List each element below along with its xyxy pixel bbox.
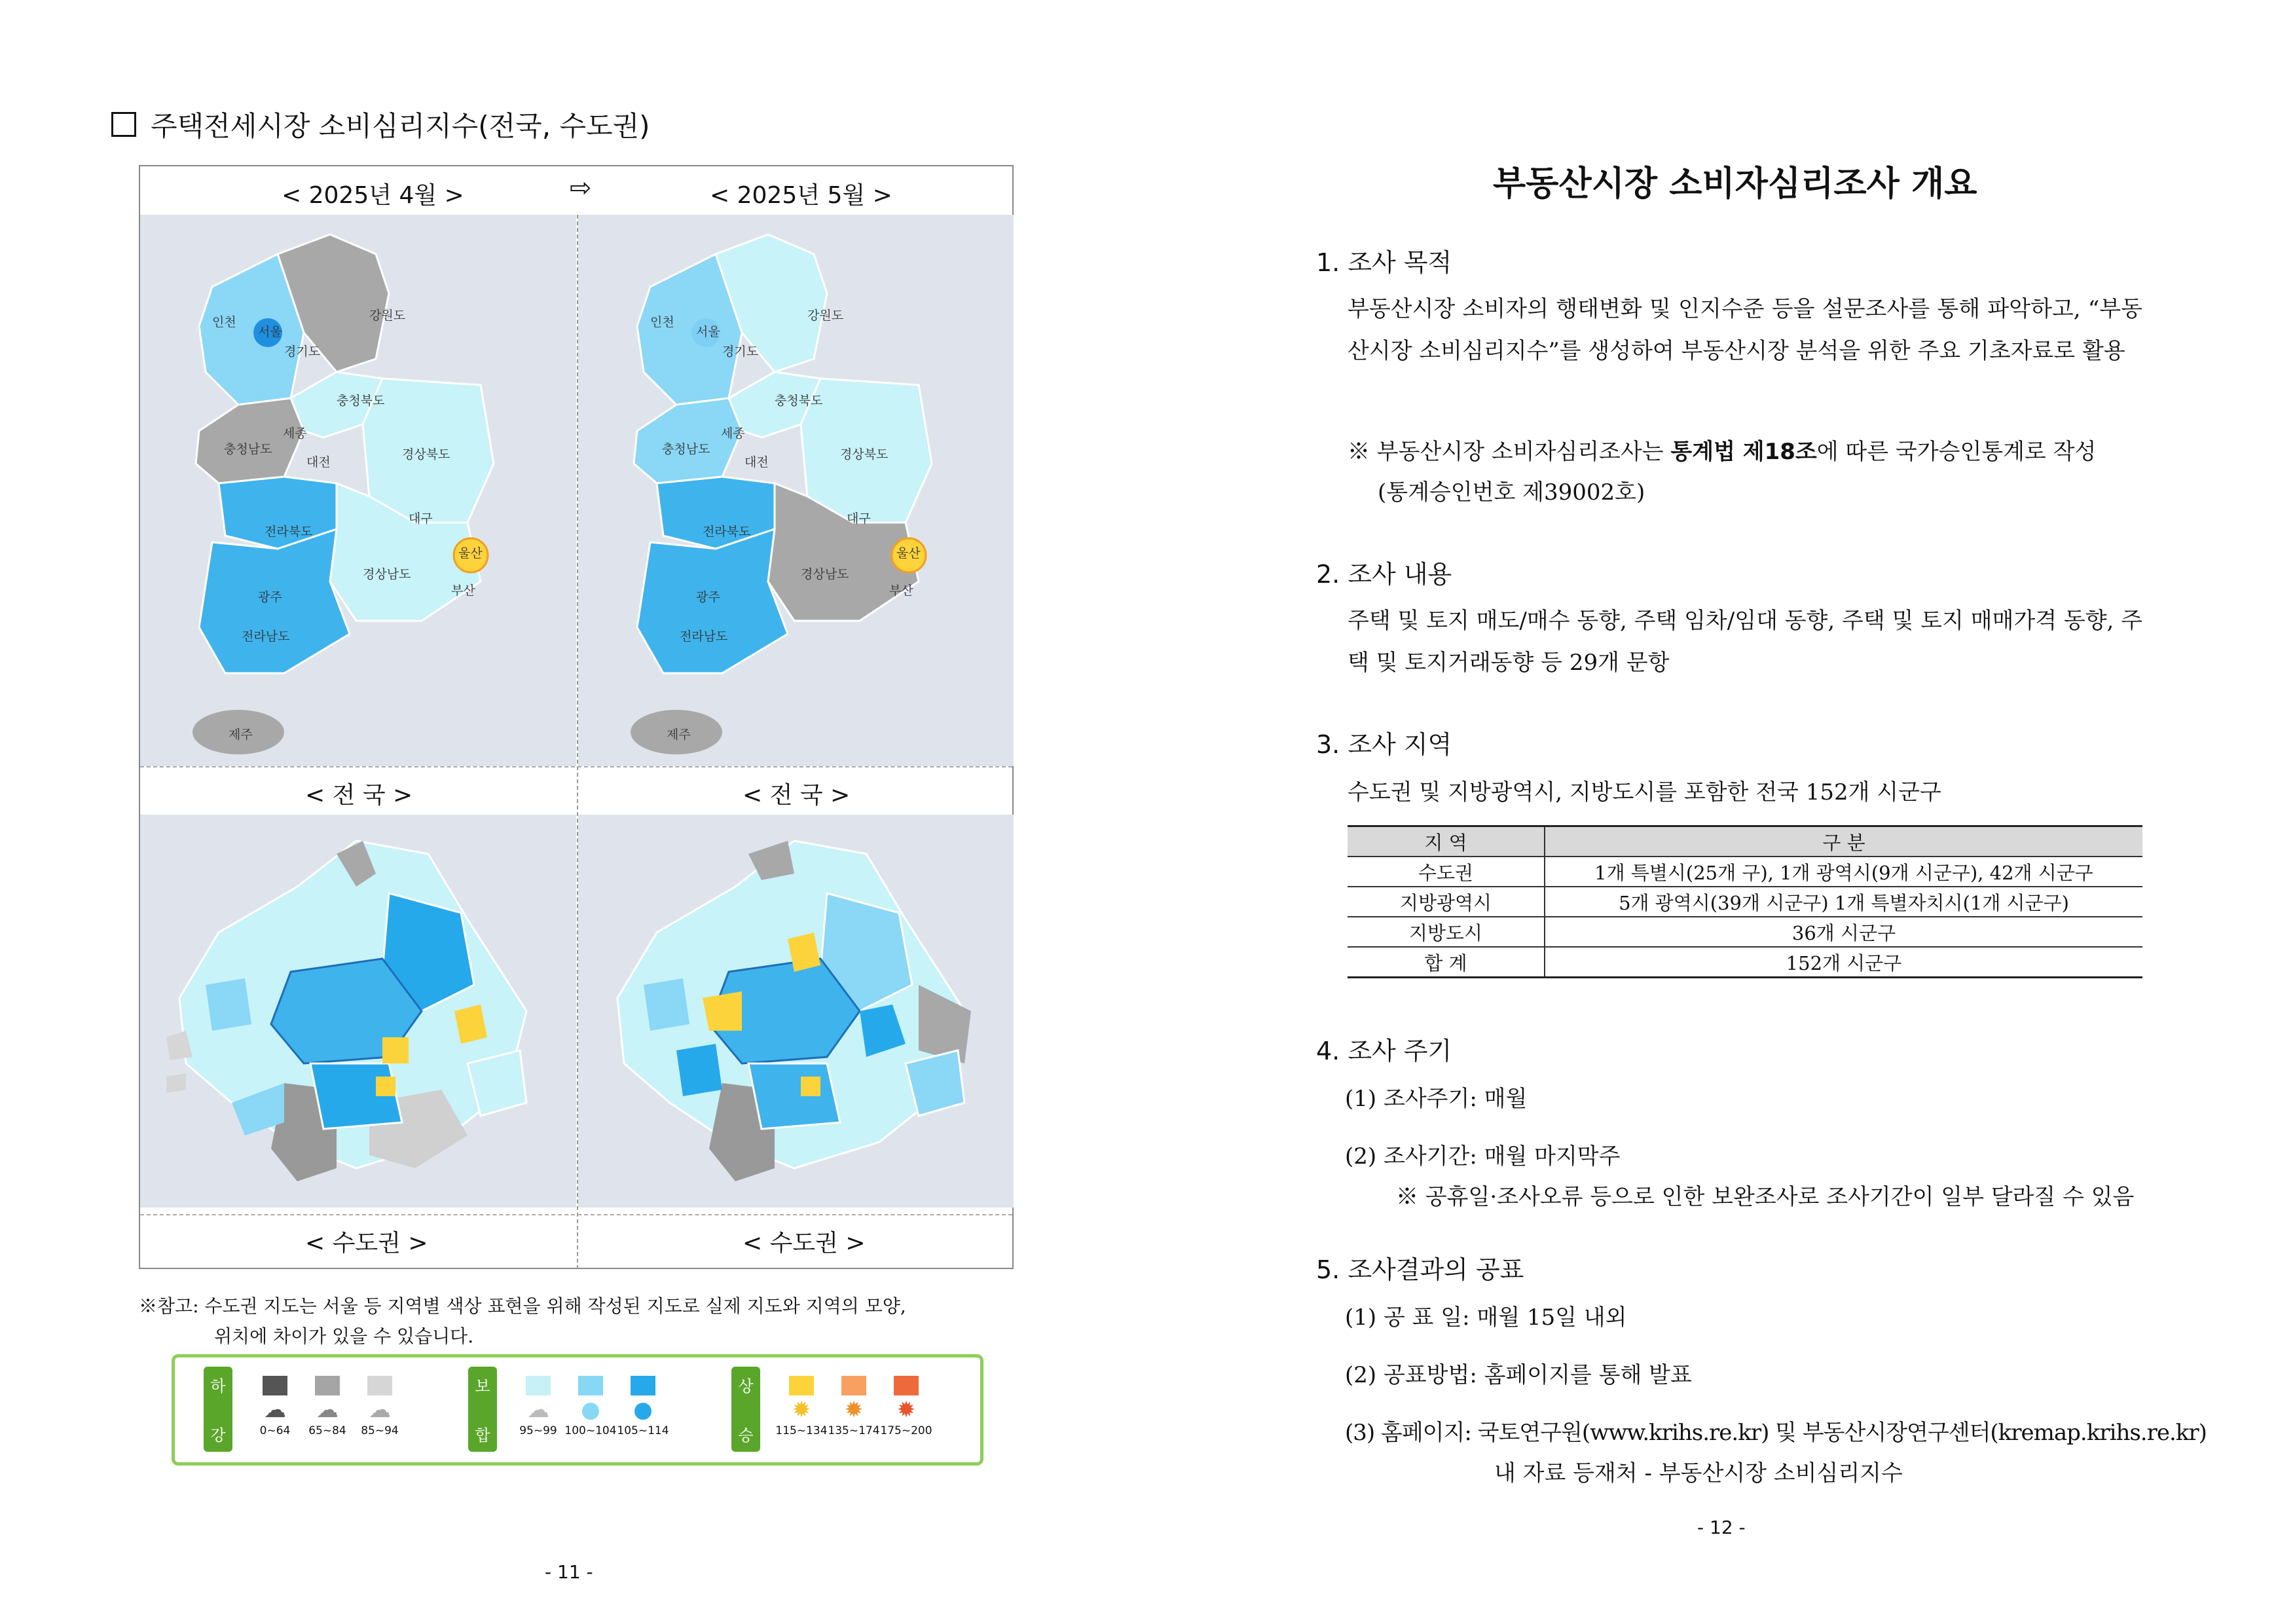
light-cloud-icon: ☁ [527, 1397, 549, 1423]
label-chungbuk: 충청북도 [337, 394, 385, 408]
header-may: < 2025년 5월 > [710, 182, 892, 209]
section-1-note-line2: (통계승인번호 제39002호) [1378, 479, 1645, 506]
section-1-note: ※ 부동산시장 소비자심리조사는 통계법 제18조에 따른 국가승인통계로 작성 [1348, 439, 2097, 465]
capital-region-map-may [578, 815, 1014, 1208]
table-row: 지방광역시 5개 광역시(39개 시군구) 1개 특별자치시(1개 시군구) [1348, 887, 2142, 917]
page-number-left: - 11 - [545, 1561, 593, 1583]
light-dot-icon: ● [581, 1397, 600, 1423]
left-page [0, 0, 1147, 1624]
label-incheon: 인천 [212, 315, 236, 329]
section-5-item-1: (1) 공 표 일: 매월 15일 내외 [1345, 1304, 1627, 1331]
table-row: 합 계 152개 시군구 [1348, 947, 2142, 978]
page-title: 부동산시장 소비자심리조사 개요 [1493, 164, 1977, 204]
sun-icon: ✹ [792, 1397, 811, 1423]
section-5-item-2: (2) 공표방법: 홈페이지를 통해 발표 [1345, 1362, 1692, 1388]
rain-cloud-icon: ☁ [316, 1397, 339, 1423]
capital-map-may [578, 815, 1014, 1208]
label-gangwon: 강원도 [369, 308, 406, 323]
section-4-item-2: (2) 조사기간: 매월 마지막주 [1345, 1143, 1621, 1170]
region-table [1348, 825, 2142, 978]
legend-item: ● 100~104 [568, 1376, 614, 1437]
legend-tag-neutral: 보 합 [468, 1367, 497, 1452]
table-header-row: 지 역 구 분 [1348, 826, 2142, 857]
label-ulsan: 울산 [458, 546, 483, 561]
map-note: ※참고: 수도권 지도는 서울 등 지역별 색상 표현을 위해 작성된 지도로 실제 지도와 지역의 모양, 위치에 차이가 있을 수 있습니다. [139, 1295, 906, 1347]
caption-capital-may: < 수도권 > [743, 1230, 866, 1257]
section-3-paragraph: 수도권 및 지방광역시, 지방도시를 포함한 전국 152개 시군구 [1348, 779, 1941, 805]
label-daejeon: 대전 [744, 455, 769, 470]
label-incheon: 인천 [650, 315, 674, 329]
sun-icon: ✹ [896, 1397, 916, 1423]
sun-icon: ✹ [844, 1397, 864, 1423]
cloud-icon: ☁ [369, 1397, 391, 1423]
legend-item: ✹ 115~134 [779, 1376, 824, 1437]
national-map-april [140, 215, 576, 766]
legend-item: ☁ 95~99 [515, 1376, 561, 1437]
label-chungnam: 충청남도 [224, 442, 272, 456]
label-gwangju: 광주 [696, 590, 720, 604]
capital-map-april [140, 815, 576, 1208]
label-gyeongbuk: 경상북도 [840, 447, 889, 462]
caption-capital-april: < 수도권 > [305, 1230, 428, 1257]
section-3-heading: 3. 조사 지역 [1316, 730, 1452, 759]
label-jeju: 제주 [229, 728, 253, 742]
capital-region-map-april [140, 815, 576, 1208]
section-2-heading: 2. 조사 내용 [1316, 560, 1452, 589]
label-daejeon: 대전 [306, 455, 331, 470]
section-5-item-3: (3) 홈페이지: 국토연구원(www.krihs.re.kr) 및 부동산시장연구센터(kremap.krihs.re.kr) [1345, 1420, 2207, 1446]
label-seoul: 서울 [258, 325, 282, 339]
map-header [140, 166, 1012, 216]
section-4-item-1: (1) 조사주기: 매월 [1345, 1086, 1528, 1112]
capital-caption-row [140, 1214, 1012, 1263]
national-caption-row [140, 766, 1012, 816]
label-busan: 부산 [889, 583, 913, 598]
section-4-note: ※ 공휴일·조사오류 등으로 인한 보완조사로 조사기간이 일부 달라질 수 있음 [1396, 1184, 2135, 1210]
label-gwangju: 광주 [258, 590, 282, 604]
checkbox-square-icon [111, 112, 136, 137]
section-title: 주택전세시장 소비심리지수(전국, 수도권) [111, 105, 650, 144]
label-gyeonggi: 경기도 [284, 344, 321, 359]
label-chungbuk: 충청북도 [775, 394, 823, 408]
legend-item: ☁ 65~84 [304, 1376, 350, 1437]
caption-national-april: < 전 국 > [305, 782, 413, 809]
legend-tag-rise: 상 승 [731, 1367, 760, 1452]
storm-cloud-icon: ☁ [264, 1397, 286, 1423]
legend-item: ✹ 175~200 [883, 1376, 929, 1437]
legend-item: ● 105~114 [620, 1376, 666, 1437]
korea-map-april [140, 215, 576, 766]
section-4-heading: 4. 조사 주기 [1316, 1037, 1452, 1065]
section-1-paragraph: 부동산시장 소비자의 행태변화 및 인지수준 등을 설문조사를 통해 파악하고, “부동산시장 소비심리지수”를 생성하여 부동산시장 분석을 위한 주요 기초자료로 활용 [1348, 296, 2142, 364]
label-busan: 부산 [451, 583, 475, 598]
label-chungnam: 충청남도 [662, 442, 710, 456]
section-2-paragraph: 주택 및 토지 매도/매수 동향, 주택 임차/임대 동향, 주택 및 토지 매매가격 동향, 주택 및 토지거래동향 등 29개 문항 [1348, 608, 2142, 676]
label-jeonbuk: 전라북도 [265, 525, 313, 539]
label-jeju: 제주 [667, 728, 691, 742]
legend-item: ☁ 85~94 [357, 1376, 403, 1437]
label-daegu: 대구 [409, 511, 433, 526]
legend-item: ✹ 135~174 [831, 1376, 877, 1437]
label-jeonnam: 전라남도 [680, 629, 728, 644]
label-gangwon: 강원도 [807, 308, 844, 323]
national-map-may [578, 215, 1014, 766]
caption-national-may: < 전 국 > [743, 782, 851, 809]
map-comparison-grid [139, 165, 1014, 1269]
table-row: 수도권 1개 특별시(25개 구), 1개 광역시(9개 시군구), 42개 시군구 [1348, 857, 2142, 887]
label-gyeongnam: 경상남도 [363, 567, 411, 581]
label-seoul: 서울 [696, 325, 720, 339]
table-row: 지방도시 36개 시군구 [1348, 917, 2142, 947]
label-gyeongbuk: 경상북도 [402, 447, 450, 462]
section-5-item-3-line2: 내 자료 등재처 - 부동산시장 소비심리지수 [1494, 1460, 1903, 1486]
label-ulsan: 울산 [896, 546, 921, 561]
section-1-heading: 1. 조사 목적 [1316, 248, 1452, 277]
page-number-right: - 12 - [1697, 1517, 1746, 1538]
blue-dot-icon: ● [633, 1397, 653, 1423]
section-5-heading: 5. 조사결과의 공표 [1316, 1255, 1524, 1284]
label-jeonbuk: 전라북도 [703, 525, 751, 539]
right-page [1147, 0, 2295, 1624]
label-daegu: 대구 [847, 511, 871, 526]
legend-item: ☁ 0~64 [252, 1376, 298, 1437]
label-gyeongnam: 경상남도 [801, 567, 849, 581]
header-april: < 2025년 4월 > [282, 182, 464, 209]
label-sejong: 세종 [721, 426, 745, 441]
korea-map-may [578, 215, 1014, 766]
legend-tag-decline: 하 강 [204, 1367, 232, 1452]
map-legend [172, 1354, 983, 1466]
label-jeonnam: 전라남도 [242, 629, 290, 644]
arrow-right-icon: ⇨ [570, 173, 592, 203]
label-sejong: 세종 [283, 426, 307, 441]
label-gyeonggi: 경기도 [722, 344, 759, 359]
